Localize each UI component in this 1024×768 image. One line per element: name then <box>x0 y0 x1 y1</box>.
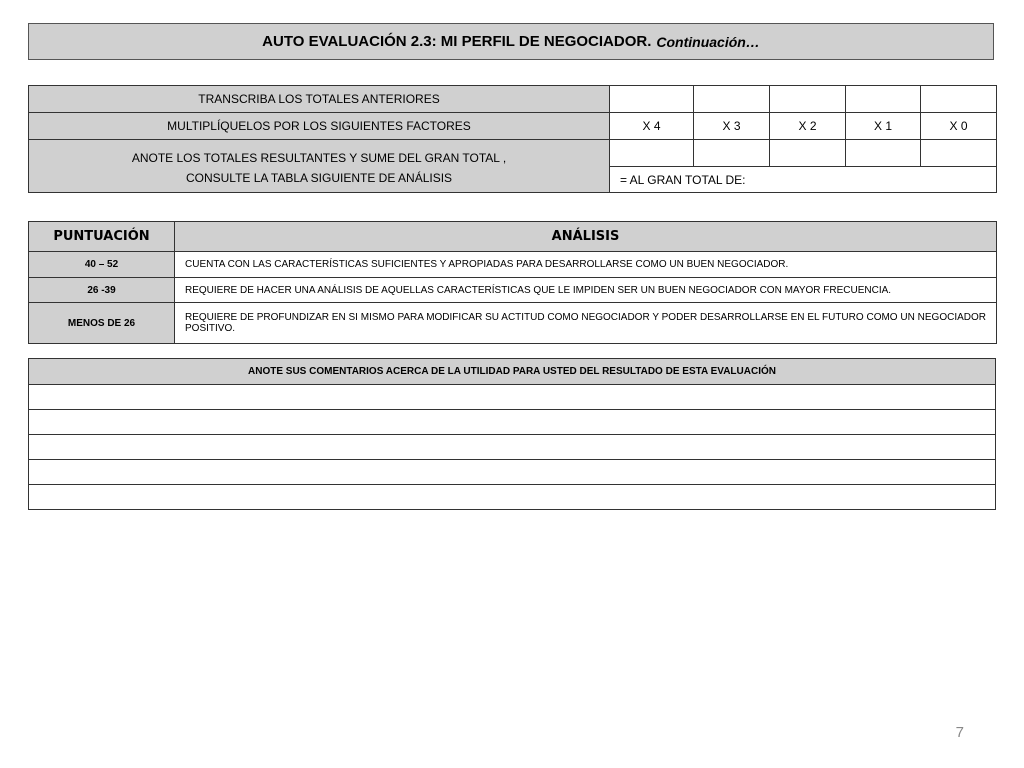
comment-line-4[interactable] <box>29 460 996 485</box>
sum-totals-line2: CONSULTE LA TABLA SIGUIENTE DE ANÁLISIS <box>185 170 453 185</box>
total-cell-2[interactable] <box>694 86 770 113</box>
score-header: PUNTUACIÓN <box>29 222 175 252</box>
factor-cell: X 2 <box>770 113 846 140</box>
transcribe-totals-label: TRANSCRIBA LOS TOTALES ANTERIORES <box>29 86 610 113</box>
total-cell-3[interactable] <box>770 86 846 113</box>
score-range: 26 -39 <box>29 278 175 303</box>
scoring-table <box>28 85 997 193</box>
result-cell-4[interactable] <box>846 140 921 167</box>
factor-cell: X 3 <box>694 113 770 140</box>
total-cell-1[interactable] <box>610 86 694 113</box>
result-cell-2[interactable] <box>694 140 770 167</box>
comment-line-2[interactable] <box>29 410 996 435</box>
analysis-header: ANÁLISIS <box>175 222 997 252</box>
multiply-factors-label: MULTIPLÍQUELOS POR LOS SIGUIENTES FACTORES <box>29 113 610 140</box>
score-range: 40 – 52 <box>29 252 175 278</box>
sum-totals-line1: ANOTE LOS TOTALES RESULTANTES Y SUME DEL GRAN TOTAL , <box>131 150 507 165</box>
score-range: MENOS DE 26 <box>29 303 175 344</box>
title-continuation: Continuación… <box>656 33 760 50</box>
total-cell-4[interactable] <box>846 86 921 113</box>
page-title <box>28 23 994 60</box>
result-cell-5[interactable] <box>921 140 997 167</box>
comments-table <box>28 358 996 510</box>
sum-totals-label <box>29 140 610 193</box>
page-number: 7 <box>955 724 964 741</box>
comment-line-1[interactable] <box>29 385 996 410</box>
comment-line-3[interactable] <box>29 435 996 460</box>
analysis-text: REQUIERE DE HACER UNA ANÁLISIS DE AQUELLAS CARACTERÍSTICAS QUE LE IMPIDEN SER UN BUEN NEGOCIADOR CON MAYOR FRECUENCIA. <box>175 278 997 303</box>
analysis-text: CUENTA CON LAS CARACTERÍSTICAS SUFICIENTES Y APROPIADAS PARA DESARROLLARSE COMO UN BUEN NEGOCIADOR. <box>175 252 997 278</box>
grand-total-field[interactable]: = AL GRAN TOTAL DE: <box>610 167 997 193</box>
factor-cell: X 4 <box>610 113 694 140</box>
title-main: AUTO EVALUACIÓN 2.3: MI PERFIL DE NEGOCIADOR. <box>262 33 652 50</box>
factor-cell: X 0 <box>921 113 997 140</box>
comments-header: ANOTE SUS COMENTARIOS ACERCA DE LA UTILIDAD PARA USTED DEL RESULTADO DE ESTA EVALUACIÓN <box>29 359 996 385</box>
analysis-table <box>28 221 997 344</box>
result-cell-1[interactable] <box>610 140 694 167</box>
analysis-text: REQUIERE DE PROFUNDIZAR EN SI MISMO PARA MODIFICAR SU ACTITUD COMO NEGOCIADOR Y PODER DESARROLLARSE EN EL FUTURO COMO UN NEGOCIADOR POSITIVO. <box>175 303 997 344</box>
comment-line-5[interactable] <box>29 485 996 510</box>
result-cell-3[interactable] <box>770 140 846 167</box>
total-cell-5[interactable] <box>921 86 997 113</box>
factor-cell: X 1 <box>846 113 921 140</box>
